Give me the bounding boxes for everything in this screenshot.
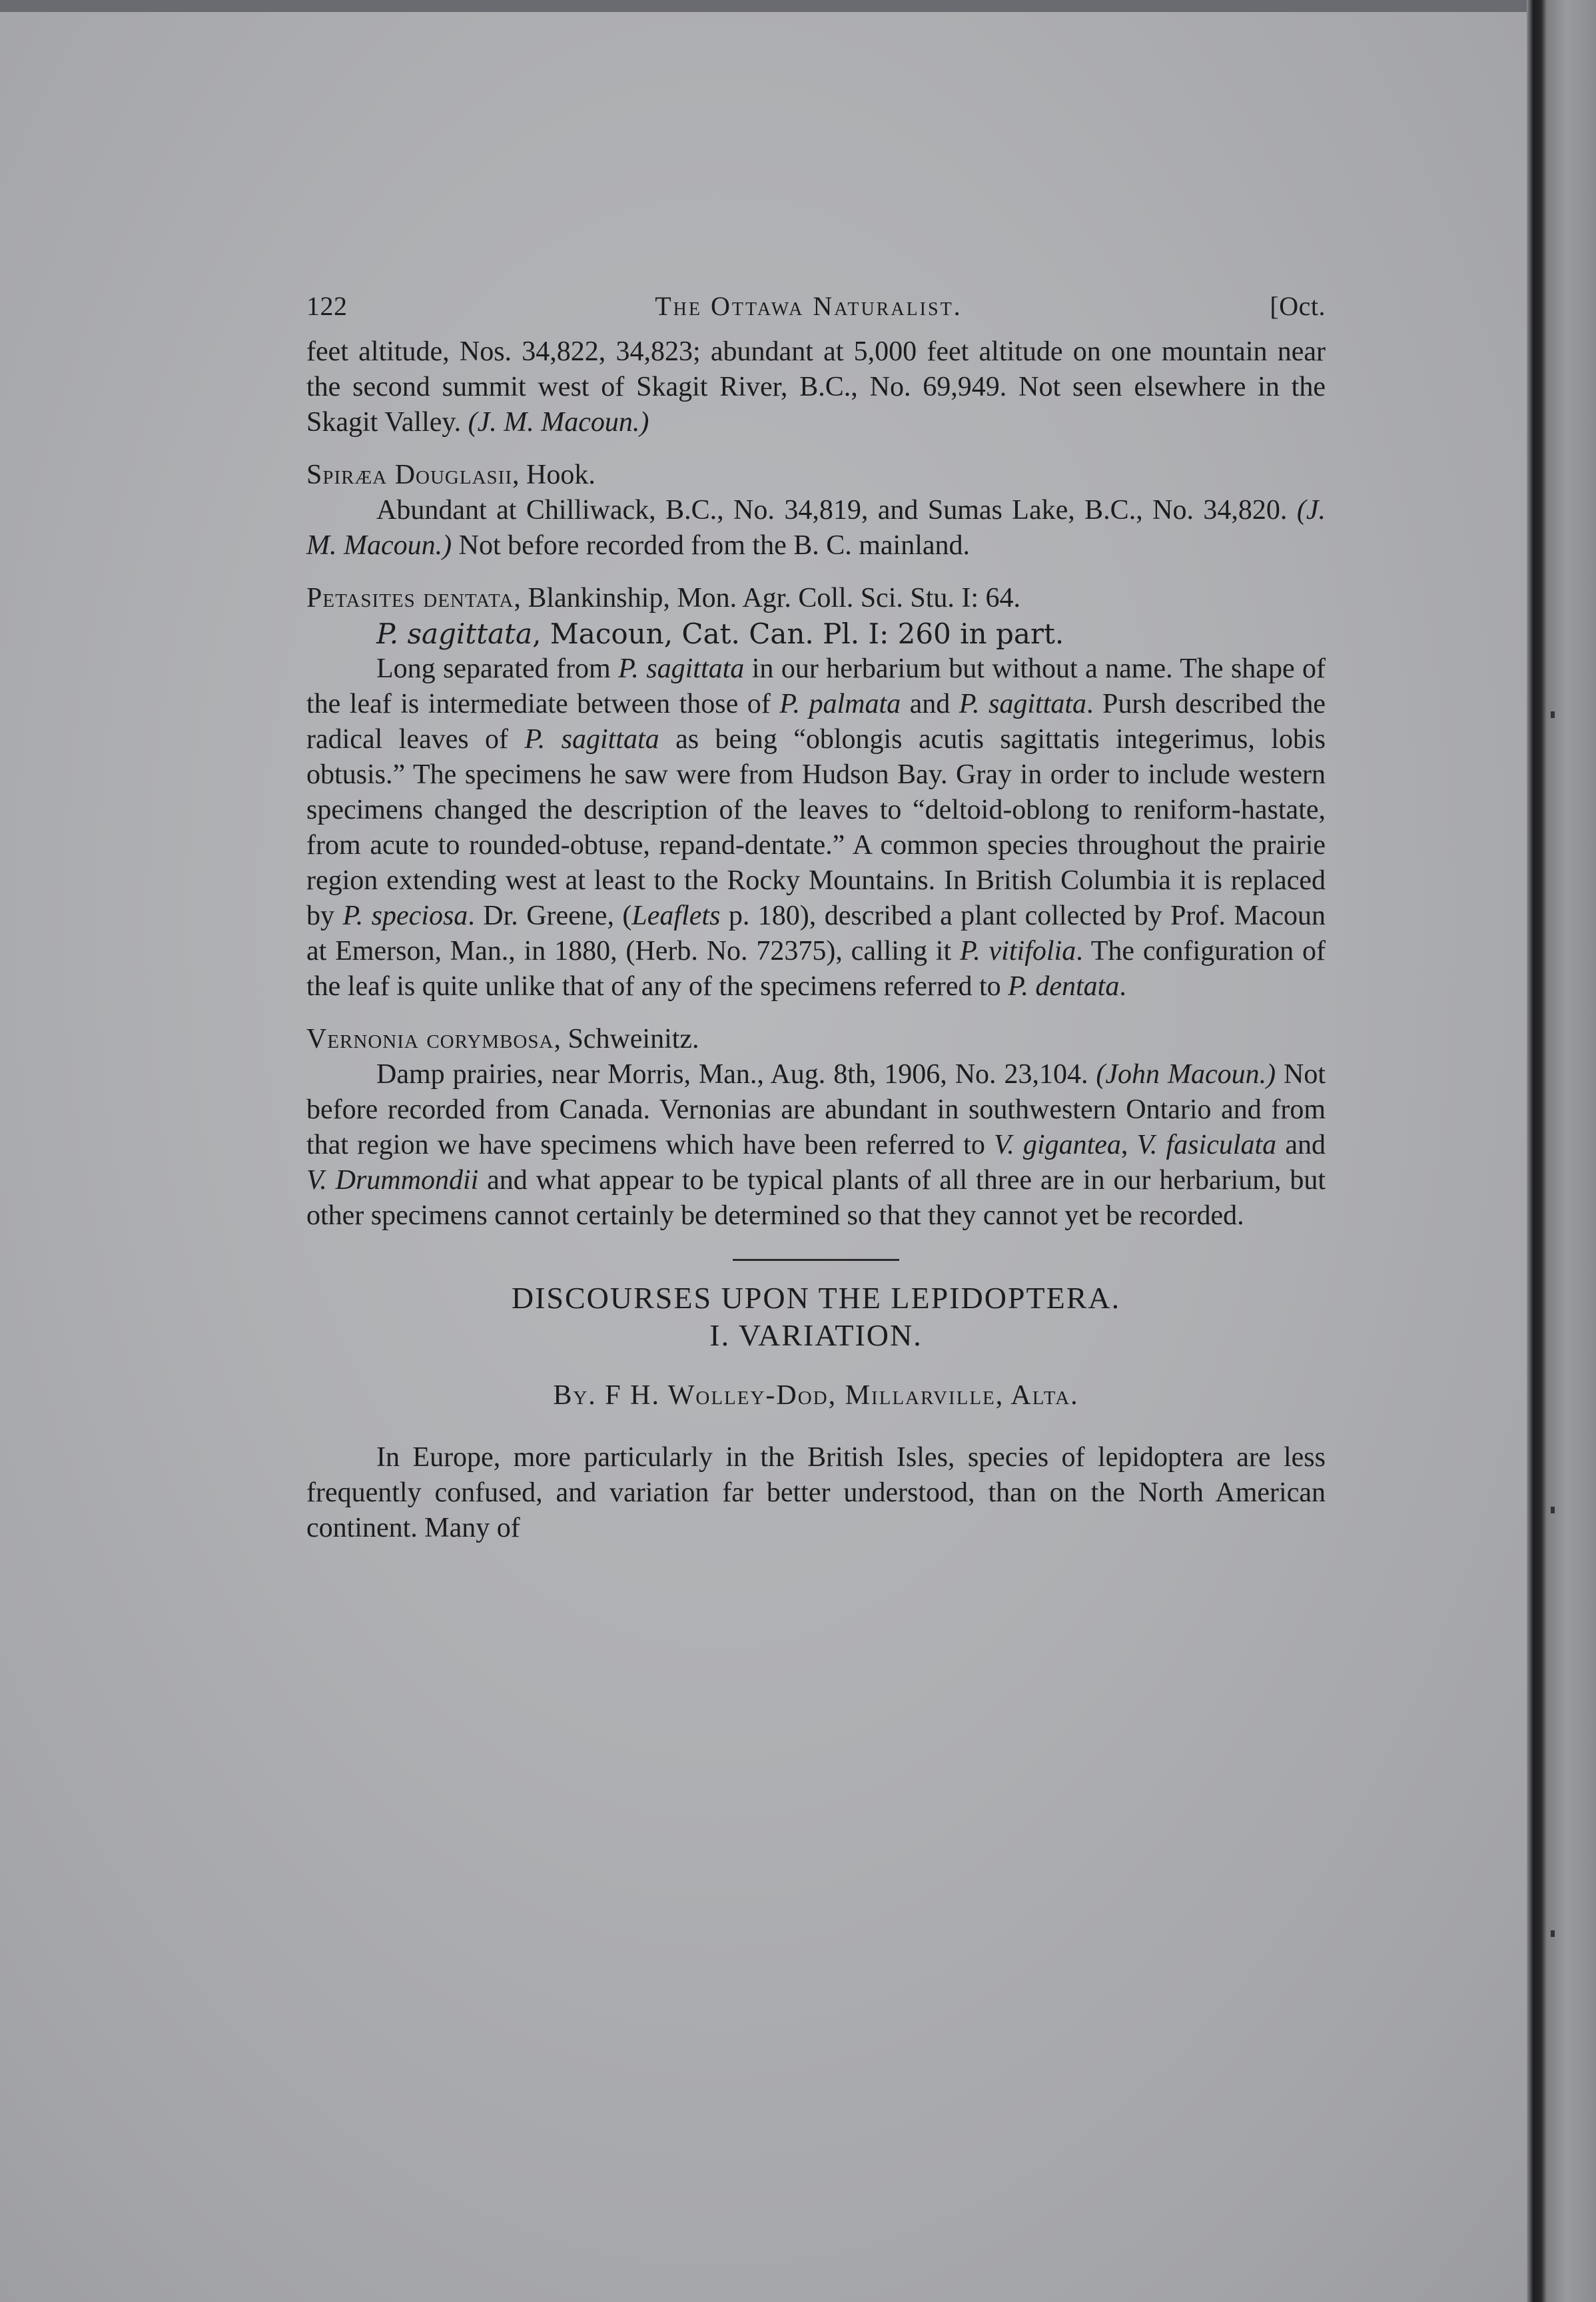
- species-heading-spiraea: [306, 458, 1326, 493]
- species-text-part: . Pursh described the radical leaves of: [306, 689, 1326, 755]
- species-text-part: Abundant at Chilliwack, B.C., No. 34,819, and Sumas Lake, B.C., No. 34,820.: [376, 495, 1288, 526]
- species-text-part: ,: [1120, 1130, 1137, 1160]
- page-number: 122: [306, 291, 348, 321]
- species-text-part: . The configuration of the leaf is quite unlike that of any of the specimens referred to: [306, 936, 1326, 1002]
- collector-credit: (J. M. Macoun.): [306, 495, 1326, 561]
- article-byline: By. F H. Wolley-Dod, Millarville, Alta.: [553, 1380, 1079, 1411]
- taxon-name: V. Drummondii: [306, 1165, 479, 1196]
- scan-edge-mark: [1551, 1507, 1555, 1513]
- issue-month: [Oct.: [1270, 291, 1326, 321]
- continuation-paragraph: [306, 334, 1326, 440]
- species-text-part: Not before recorded from Canada. Vernonias are abundant in southwestern Ontario and from that region we have specimens which have been referred to: [306, 1059, 1326, 1160]
- journal-title: The Ottawa Naturalist.: [655, 291, 963, 321]
- taxon-name: P. vitifolia: [959, 936, 1076, 966]
- scan-right-edge: [1527, 0, 1596, 2302]
- article-title-line: DISCOURSES UPON THE LEPIDOPTERA.: [511, 1281, 1121, 1315]
- running-head: [306, 293, 1326, 334]
- species-text-part: .: [1119, 971, 1126, 1002]
- species-text-part: and what appear to be typical plants of all three are in our herbarium, but other specimens cannot certainly be determined so that they cannot yet be recorded.: [306, 1165, 1326, 1231]
- taxon-name: P. sagittata: [618, 653, 745, 684]
- continuation-text: feet altitude, Nos. 34,822, 34,823; abundant at 5,000 feet altitude on one mountain near the second summit west of Skagit River, B.C., No. 69,949. Not seen elsewhere in the Skagit Valley.: [306, 336, 1326, 438]
- journal-page: [306, 293, 1326, 1546]
- species-heading-petasites: [306, 581, 1326, 616]
- species-authority: , Hook.: [512, 460, 596, 490]
- species-text-part: in our herbarium but without a name. The shape of the leaf is intermediate between those of: [306, 653, 1326, 719]
- species-text-part: as being “oblongis acutis sagittatis integerimus, lobis obtusis.” The specimens he saw were from Hudson Bay. Gray in order to include western specimens changed the description of the leaves to “deltoid-oblong to reniform-hastate, from acute to rounded-obtuse, repand-dentate.” A common species throughout the prairie region extending west at least to the Rocky Mountains. In British Columbia it is replaced by: [306, 724, 1326, 931]
- taxon-name: V. gigantea: [994, 1130, 1121, 1160]
- species-text-spiraea: [306, 493, 1326, 564]
- species-authority: , Schweinitz.: [554, 1024, 699, 1054]
- citation-title: Leaflets: [631, 901, 721, 931]
- species-text-part: . Dr. Greene, (: [468, 901, 632, 931]
- taxon-name: P. dentata: [1008, 971, 1120, 1002]
- synonym-reference: , Macoun, Cat. Can. Pl. I: 260 in part.: [532, 617, 1064, 650]
- taxon-name: P. speciosa: [342, 901, 468, 931]
- species-text-part: and: [901, 689, 959, 719]
- species-text-part: and: [1276, 1130, 1326, 1160]
- article-subtitle-line: I. VARIATION.: [709, 1318, 923, 1352]
- section-divider: [733, 1259, 899, 1261]
- scan-top-edge: [0, 0, 1596, 12]
- species-authority: , Blankinship, Mon. Agr. Coll. Sci. Stu. I: 64.: [514, 583, 1021, 613]
- species-text-part: p. 180), described a plant collected by Prof. Macoun at Emerson, Man., in 1880, (Herb. No. 72375), calling it: [306, 901, 1326, 966]
- species-text-part: Not before recorded from the B. C. mainland.: [452, 530, 971, 561]
- taxon-name: V. fasiculata: [1136, 1130, 1277, 1160]
- taxon-name: P. sagittata: [959, 689, 1087, 719]
- species-text-vernonia: [306, 1057, 1326, 1234]
- species-name: Spiræa Douglasii: [306, 460, 512, 490]
- species-heading-vernonia: [306, 1022, 1326, 1057]
- taxon-name: P. palmata: [779, 689, 901, 719]
- species-text-part: Long separated from: [376, 653, 619, 684]
- collector-credit: (J. M. Macoun.): [468, 407, 649, 438]
- species-name: Vernonia corymbosa: [306, 1024, 554, 1054]
- species-text-part: Damp prairies, near Morris, Man., Aug. 8th, 1906, No. 23,104.: [376, 1059, 1096, 1090]
- taxon-name: P. sagittata: [524, 724, 659, 755]
- scan-edge-mark: [1551, 1930, 1555, 1937]
- collector-credit: (John Macoun.): [1096, 1059, 1276, 1090]
- synonym-line: [306, 616, 1326, 651]
- article-intro-paragraph: In Europe, more particularly in the British Isles, species of lepidoptera are less frequently confused, and variation far better understood, than on the North American continent. Many of: [306, 1442, 1326, 1543]
- scan-edge-mark: [1551, 711, 1555, 718]
- article-title: [306, 1280, 1326, 1354]
- species-text-petasites: [306, 651, 1326, 1004]
- species-name: Petasites dentata: [306, 583, 514, 613]
- synonym-name: P. sagittata: [376, 617, 533, 650]
